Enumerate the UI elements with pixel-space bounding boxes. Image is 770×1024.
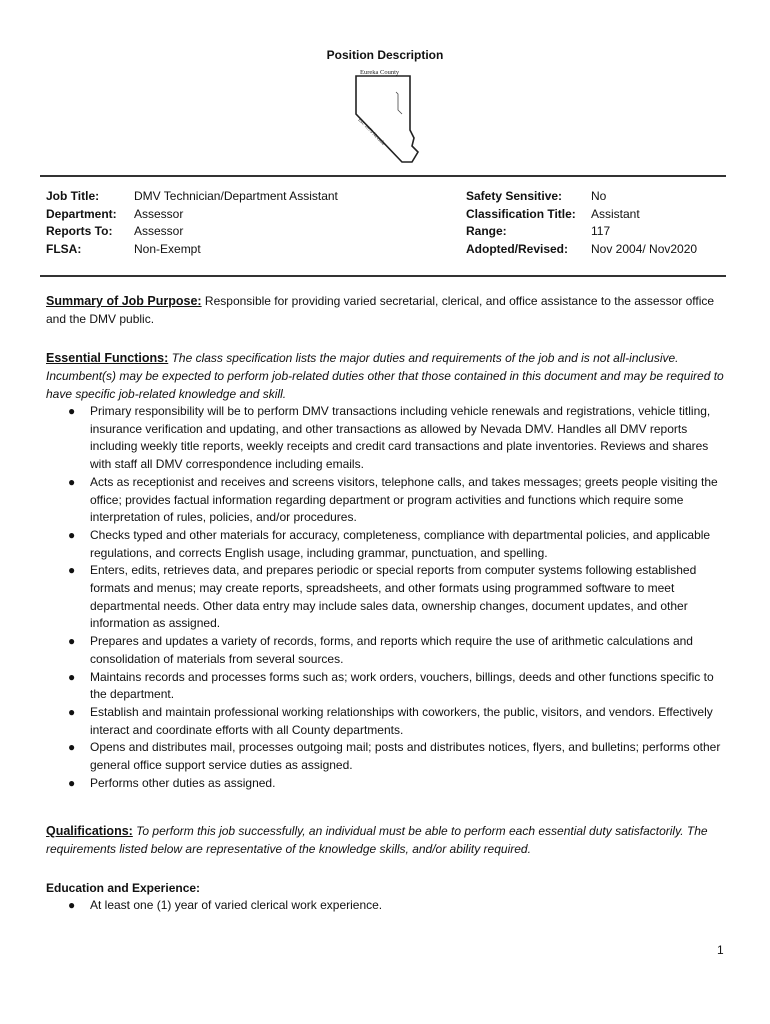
bullet-icon: ● bbox=[68, 740, 76, 755]
page-number: 1 bbox=[717, 943, 724, 957]
meta-row-flsa: FLSA: Non-Exempt bbox=[46, 241, 201, 256]
list-item: ● At least one (1) year of varied clerical work experience. bbox=[46, 897, 726, 915]
bullet-icon: ● bbox=[68, 669, 76, 684]
meta-row-department: Department: Assessor bbox=[46, 206, 184, 221]
qualifications-section bbox=[46, 822, 726, 858]
bullet-icon: ● bbox=[68, 527, 76, 542]
list-item: ● Prepares and updates a variety of records, forms, and reports which require the use of arithmetic calculations and consolidation of materials from several sources. bbox=[68, 634, 693, 666]
job-meta-left bbox=[46, 188, 338, 258]
qualifications-intro: To perform this job successfully, an individual must be able to perform each essential duty satisfactorily. The requirements listed below are representative of the knowledge skills, and/or ability required. bbox=[46, 824, 708, 856]
list-item: ● Enters, edits, retrieves data, and prepares periodic or special reports from computer systems following established formats and menus; may create reports, spreadsheets, and other formats using programmed software to meet departmental needs. Other data entry may include sales data, ownership changes, document updates, and other information as assigned. bbox=[68, 563, 697, 631]
education-heading: Education and Experience: bbox=[46, 881, 201, 895]
list-item: ● Establish and maintain professional working relationships with coworkers, the public, visitors, and vendors. Effectively interact and coordinate efforts with all County departments. bbox=[68, 704, 713, 737]
list-item: ● Opens and distributes mail, processes outgoing mail; posts and distributes notices, flyers, and bulletins; performs other general office support service duties as assigned. bbox=[68, 740, 721, 773]
qualifications-heading: Qualifications: bbox=[46, 824, 133, 838]
header-divider-top bbox=[40, 175, 726, 177]
summary-heading: Summary of Job Purpose: bbox=[46, 294, 202, 308]
summary-section bbox=[46, 292, 726, 328]
list-item: ● Checks typed and other materials for accuracy, completeness, compliance with departmental policies, and applicable regulations, and corrects English usage, including grammar, punctuation, and spelling. bbox=[68, 527, 711, 560]
list-item: ● Maintains records and processes forms such as; work orders, vouchers, billings, deeds and other functions specific to the department. bbox=[68, 669, 714, 702]
meta-row-classification-title: Classification Title: Assistant bbox=[466, 206, 640, 221]
essential-functions-heading: Essential Functions: bbox=[46, 351, 169, 365]
bullet-icon: ● bbox=[68, 404, 76, 418]
essential-functions-section bbox=[46, 349, 726, 792]
education-list bbox=[46, 897, 726, 915]
bullet-icon: ● bbox=[68, 704, 76, 719]
job-meta-right bbox=[466, 188, 697, 258]
bullet-icon: ● bbox=[68, 474, 76, 489]
list-item: ● Acts as receptionist and receives and screens visitors, telephone calls, and takes messages; greets people visiting the office; provides factual information regarding department or program activities and functions which require some interpretation of rules, policies, and/or procedures. bbox=[68, 474, 718, 525]
list-item: ● Performs other duties as assigned. bbox=[46, 775, 726, 793]
bullet-icon: ● bbox=[68, 634, 76, 649]
bullet-icon: ● bbox=[68, 563, 76, 578]
bullet-icon: ● bbox=[68, 898, 76, 912]
essential-functions-intro: The class specification lists the major duties and requirements of the job and is not all-inclusive. Incumbent(s) may be expected to perform job-related duties other that those contained in this document and may be required to have specific job-related knowledge and skill. bbox=[46, 351, 724, 401]
education-section bbox=[46, 879, 726, 915]
county-seal-logo bbox=[352, 70, 422, 168]
seal-side-text: Est. 1873 Nevada bbox=[356, 117, 386, 147]
list-item: ● Primary responsibility will be to perform DMV transactions including vehicle renewals and registrations, vehicle titling, insurance verification and updating, and other transactions as allowed by Nevada DMV. Handles all DMV reports including weekly title reports, weekly receipts and credit card transactions and plate inventories. Reviews and shares with staff all DMV correspondence including emails. bbox=[68, 404, 711, 472]
seal-county-label: Eureka County bbox=[360, 70, 400, 76]
bullet-icon: ● bbox=[68, 775, 76, 790]
summary-text: Responsible for providing varied secretarial, clerical, and office assistance to the assessor office and the DMV public. bbox=[46, 294, 715, 326]
meta-row-reports-to: Reports To: Assessor bbox=[46, 224, 184, 238]
meta-row-job-title: Job Title: DMV Technician/Department Assistant bbox=[46, 189, 338, 203]
meta-row-adopted-revised: Adopted/Revised: Nov 2004/ Nov2020 bbox=[466, 241, 698, 256]
header-divider-bottom bbox=[40, 275, 726, 277]
essential-functions-list bbox=[46, 403, 726, 792]
meta-row-range: Range: 117 bbox=[466, 224, 611, 238]
page-title: Position Description bbox=[326, 48, 444, 62]
meta-row-safety-sensitive: Safety Sensitive: No bbox=[466, 189, 607, 203]
